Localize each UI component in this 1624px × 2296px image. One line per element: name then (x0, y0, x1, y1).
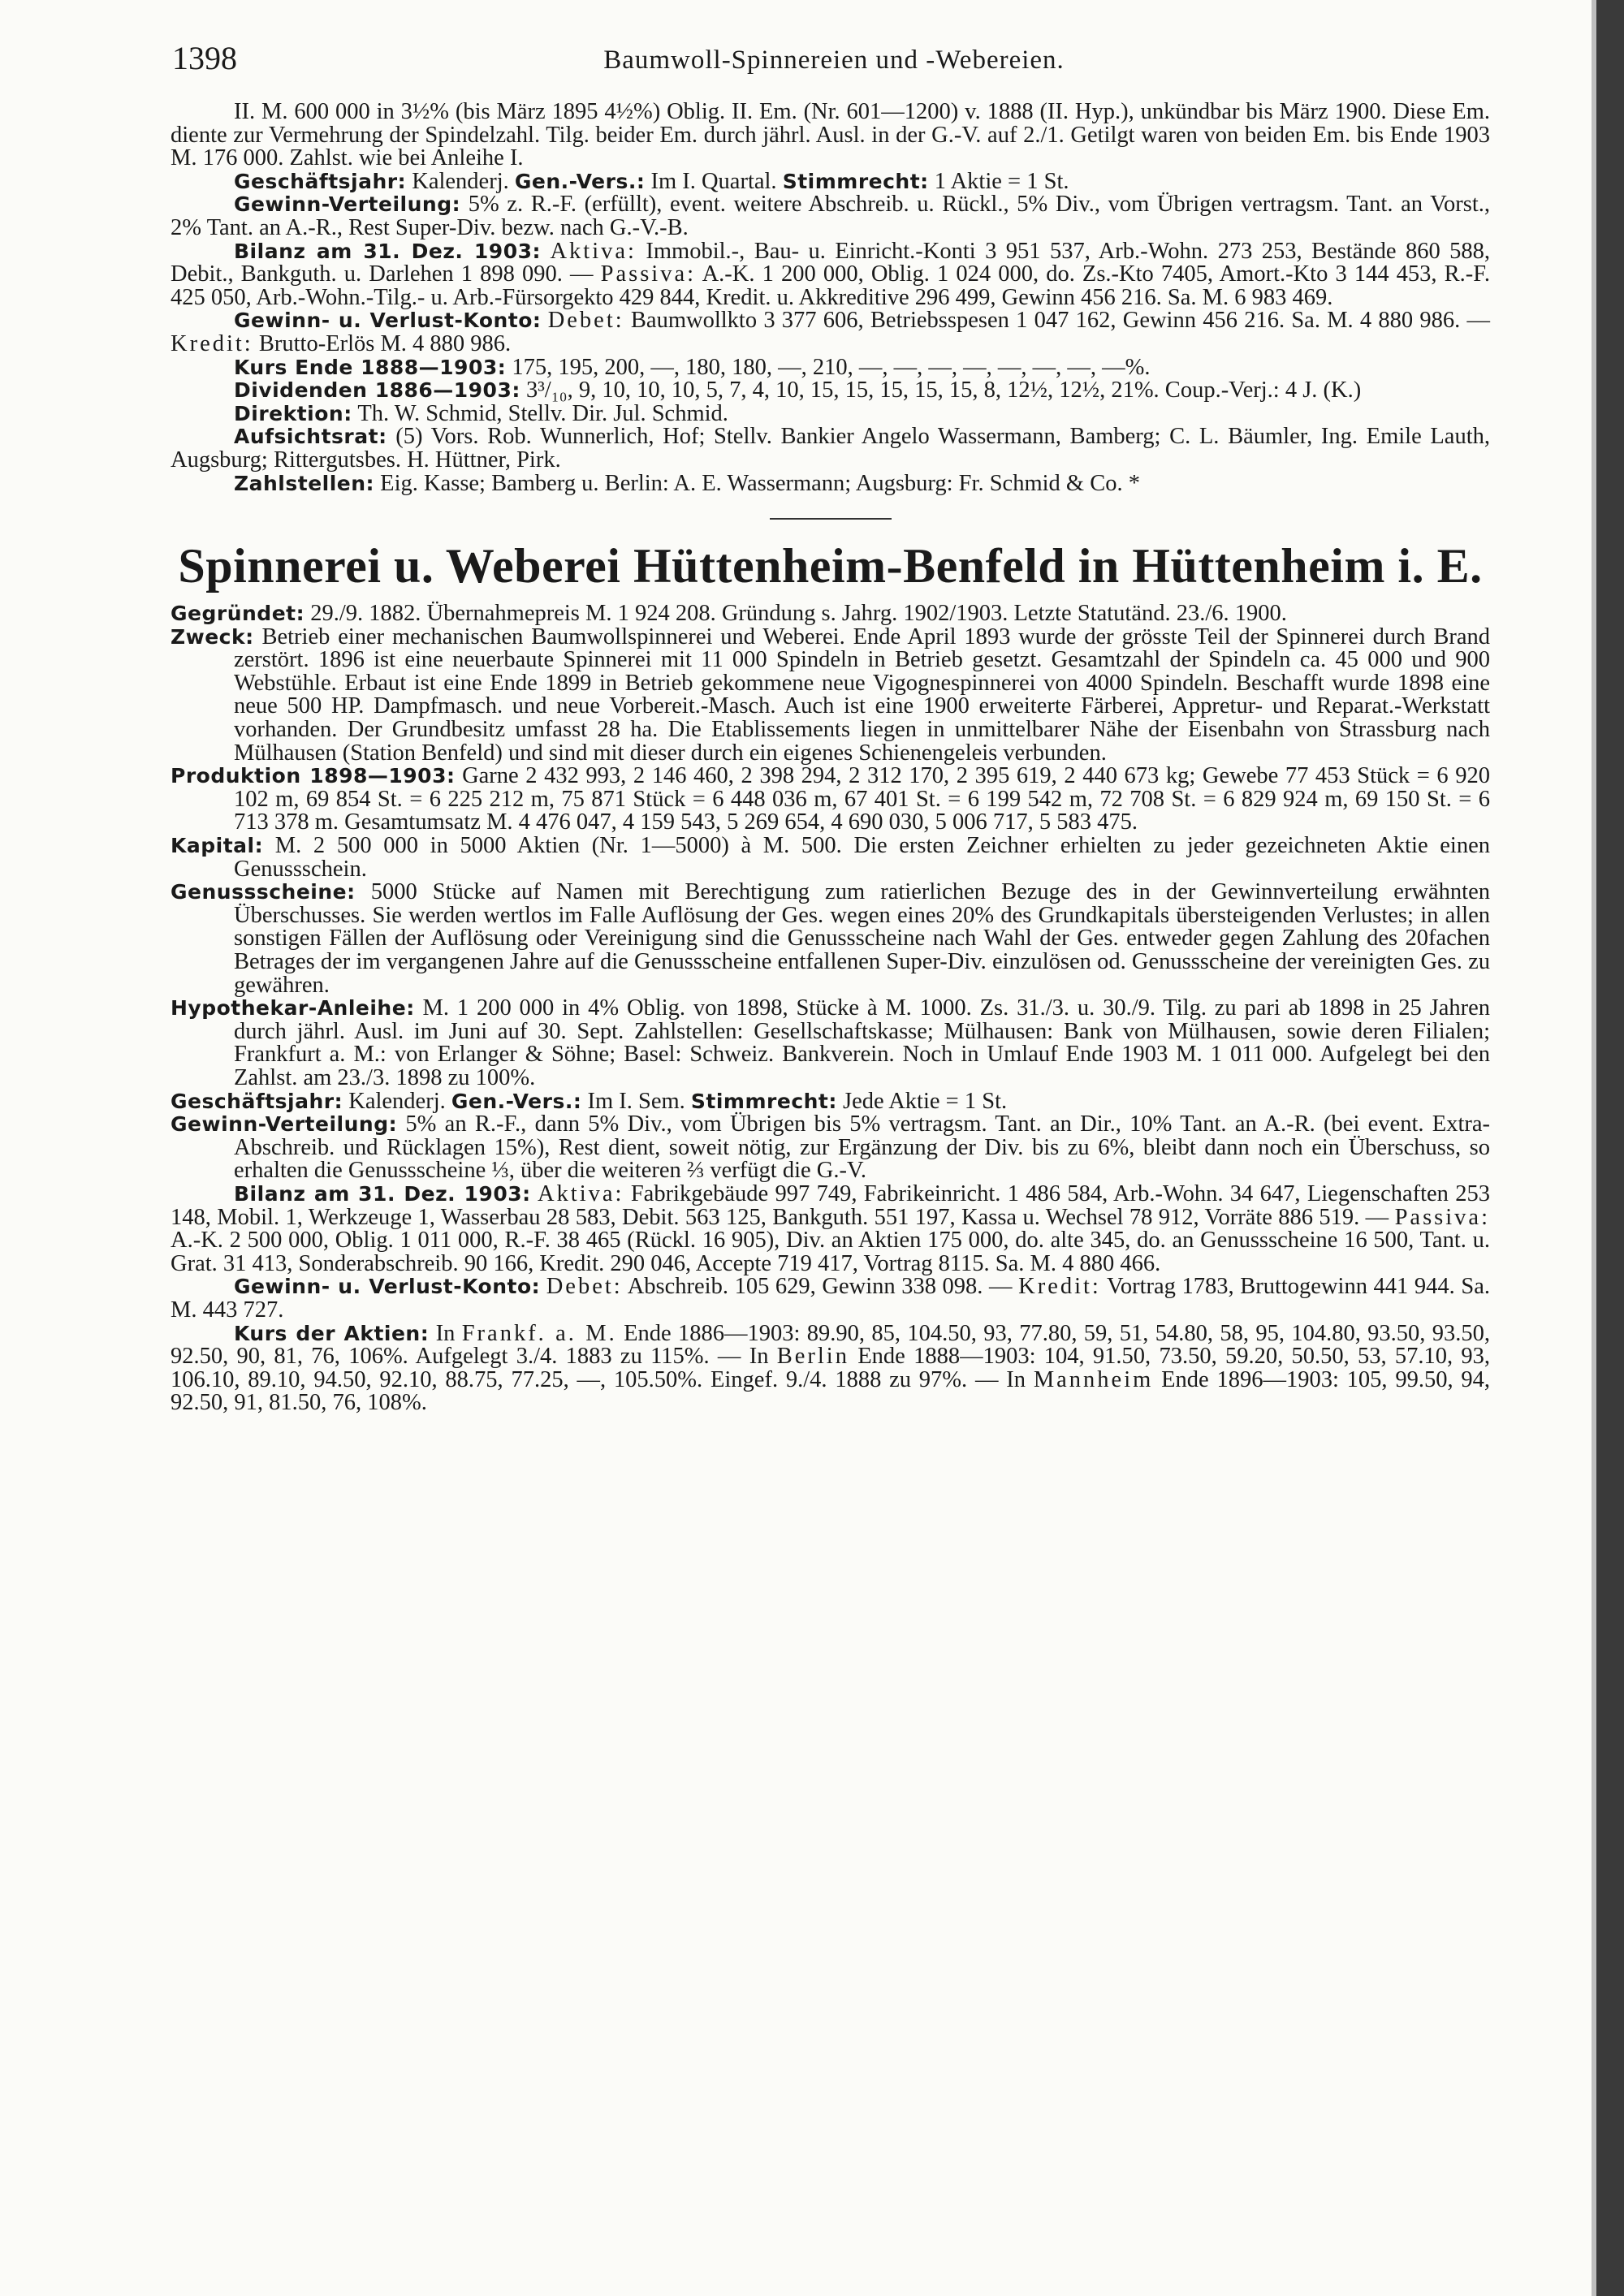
zweck-paragraph: Zweck: Betrieb einer mechanischen Baumwollspinnerei und Weberei. Ende April 1893 wurde der grösste Teil der Spinnerei durch Brand zerstört. 1896 ist eine neuerbaute Spinnerei mit 11 000 Spindeln in Betrieb gesetzt. Gesamtzahl der Spindeln ca. 45 000 und 900 Webstühle. Erbaut ist eine Ende 1899 in Betrieb gekommene neue Vigognespinnerei von 4000 Spindeln. Beschafft wurde 1898 eine neue 500 HP. Dampfmasch. und neue Vorbereit.-Masch. Auch ist eine 1900 erweiterte Färberei, Appretur- und Reparat.-Werkstatt vorhanden. Der Grundbesitz umfasst 28 ha. Die Etablissements liegen in unmittelbarer Nähe der Eisenbahn von Strassburg nach Mülhausen (Station Benfeld) und sind mit dieser durch ein eigenes Schienengeleis verbunden. (171, 624, 1490, 766)
anleihe-ii-paragraph: II. M. 600 000 in 3½% (bis März 1895 4½%) Oblig. II. Em. (Nr. 601—1200) v. 1888 (II. Hyp.), unkündbar bis März 1900. Diese Em. diente zur Vermehrung der Spindelzahl. Tilg. beider Em. durch jährl. Ausl. in der G.-V. auf 2./1. Getilgt waren von beiden Em. bis Ende 1903 M. 176 000. Zahlst. wie bei Anleihe I. (171, 99, 1490, 171)
prev-bilanz-paragraph: Bilanz am 31. Dez. 1903: Aktiva: Immobil.-, Bau- u. Einricht.-Konti 3 951 537, Arb.-Wohn. 273 253, Bestände 860 588, Debit., Bankguth. u. Darlehen 1 898 090. — Passiva: A.-K. 1 200 000, Oblig. 1 024 000, do. Zs.-Kto 7405, Amort.-Kto 3 144 453, R.-F. 425 050, Arb.-Wohn.-Tilg.- u. Arb.-Fürsorgekto 429 844, Kredit. u. Akkreditive 296 499, Gewinn 456 216. Sa. M. 6 983 469. (171, 238, 1491, 310)
geschaeftsjahr-label: Geschäftsjahr: (234, 169, 407, 193)
scan-edge (1596, 0, 1624, 2296)
kapital-paragraph: Kapital: M. 2 500 000 in 5000 Aktien (Nr. 1—5000) à M. 500. Die ersten Zeichner erhielten zu jeder gezeichneten Aktie einen Genussschein. (171, 833, 1490, 882)
geschaeftsjahr-paragraph: Geschäftsjahr: Kalenderj. Gen.-Vers.: Im I. Sem. Stimmrecht: Jede Aktie = 1 St. (171, 1088, 1008, 1114)
hypothekar-anleihe-paragraph: Hypothekar-Anleihe: M. 1 200 000 in 4% Oblig. von 1898, Stücke à M. 1000. Zs. 31./3. u. 30./9. Tilg. zu pari ab 1898 in 25 Jahren durch jährl. Ausl. im Juni auf 30. Sept. Zahlstellen: Gesellschaftskasse; Mülhausen: Bank von Mülhausen, sowie deren Filialen; Frankfurt a. M.: von Erlanger & Söhne; Basel: Schweiz. Bankverein. Noch in Umlauf Ende 1903 M. 1 011 000. Aufgelegt bei den Zahlst. am 23./3. 1898 zu 100%. (171, 995, 1491, 1090)
prev-aufsichtsrat-paragraph: Aufsichtsrat: (5) Vors. Rob. Wunnerlich, Hof; Stellv. Bankier Angelo Wassermann, Bamberg; C. L. Bäumler, Ing. Emile Lauth, Augsburg; Rittergutsbes. H. Hüttner, Pirk. (171, 424, 1491, 473)
kurs-paragraph: Kurs der Aktien: In Frankf. a. M. Ende 1886—1903: 89.90, 85, 104.50, 93, 77.80, 59, 51, 54.80, 58, 95, 104.80, 93.50, 93.50, 92.50, 90, 81, 76, 106%. Aufgelegt 3./4. 1883 zu 115%. — In Berlin Ende 1888—1903: 104, 91.50, 73.50, 59.20, 50.50, 53, 57.10, 93, 106.10, 89.10, 94.50, 92.10, 88.75, 77.25, —, 105.50%. Eingef. 9./4. 1888 zu 97%. — In Mannheim Ende 1896—1903: 105, 99.50, 94, 92.50, 91, 81.50, 76, 108%. (171, 1320, 1491, 1416)
prev-geschaeftsjahr-paragraph: Geschäftsjahr: Kalenderj. Gen.-Vers.: Im I. Quartal. Stimmrecht: 1 Aktie = 1 St. (234, 168, 1069, 194)
stimmrecht-label: Stimmrecht: (782, 169, 929, 193)
genussscheine-paragraph: Genussscheine: 5000 Stücke auf Namen mit Berechtigung zum ratierlichen Bezuge des in der Gewinnverteilung erwähnten Überschusses. Sie werden wertlos im Falle Auflösung der Ges. wegen eines 20% des Grundkapitals übersteigenden Verlustes; in allen sonstigen Fällen der Auflösung oder Vereinigung sind die Genussscheine nach Wahl der Ges. entweder gegen Zahlung des 20fachen Betrages der im vergangenen Jahre auf die Genussscheine entfallenen Super-Div. einzulösen od. Genussscheine der vereinigten Ges. zu gewähren. (171, 879, 1490, 998)
prev-dividenden-paragraph: Dividenden 1886—1903: 3³/₁₀, 9, 10, 10, 10, 5, 7, 4, 10, 15, 15, 15, 15, 15, 8, 12½, 12½, 21%. Coup.-Verj.: 4 J. (K.) (234, 378, 1362, 404)
gewinn-verteilung-paragraph: Gewinn-Verteilung: 5% an R.-F., dann 5% Div., vom Übrigen bis 5% vertragsm. Tant. an Dir., 10% Tant. an A.-R. (bei event. Extra-Abschreib. und Rücklagen 15%), Rest dient, soweit nötig, zur Ergänzung der Div. bis zu 6%, bleibt dann noch ein Überschuss, so erhalten die Genussscheine ⅓, über die weiteren ⅔ verfügt die G.-V. (171, 1111, 1490, 1184)
prev-kurs-paragraph: Kurs Ende 1888—1903: 175, 195, 200, —, 180, 180, —, 210, —, —, —, —, —, —, —, —%. (234, 354, 1151, 380)
running-title: Baumwoll-Spinnereien und -Webereien. (603, 45, 1065, 75)
produktion-paragraph: Produktion 1898—1903: Garne 2 432 993, 2 146 460, 2 398 294, 2 312 170, 2 395 619, 2 440 673 kg; Gewebe 77 453 Stück = 6 920 102 m, 69 854 St. = 6 225 212 m, 75 871 Stück = 6 448 036 m, 67 401 St. = 6 199 542 m, 72 708 St. = 6 829 924 m, 69 150 St. = 6 713 378 m. Gesamtumsatz M. 4 476 047, 4 159 543, 5 269 654, 4 690 030, 5 006 717, 5 583 475. (171, 763, 1490, 835)
page-header (172, 39, 1496, 88)
company-title: Spinnerei u. Weberei Hüttenheim-Benfeld in Hüttenheim i. E. (178, 539, 1483, 593)
page-number: 1398 (172, 40, 237, 76)
prev-gewinn-paragraph: Gewinn-Verteilung: 5% z. R.-F. (erfüllt), event. weitere Abschreib. u. Rückl., 5% Div., vom Übrigen vertragsm. Tant. an Vorst., 2% Tant. an A.-R., Rest Super-Div. bezw. nach G.-V.-B. (171, 192, 1490, 240)
prev-direktion-paragraph: Direktion: Th. W. Schmid, Stellv. Dir. Jul. Schmid. (234, 400, 728, 426)
guv-paragraph: Gewinn- u. Verlust-Konto: Debet: Abschreib. 105 629, Gewinn 338 098. — Kredit: Vortrag 1783, Bruttogewinn 441 944. Sa. M. 443 727. (171, 1274, 1490, 1323)
gegruendet-paragraph: Gegründet: 29./9. 1882. Übernahmepreis M. 1 924 208. Gründung s. Jahrg. 1902/1903. Letzte Statutänd. 23./6. 1900. (171, 601, 1287, 627)
prev-zahlstellen-paragraph: Zahlstellen: Eig. Kasse; Bamberg u. Berlin: A. E. Wassermann; Augsburg: Fr. Schmid & Co. * (234, 470, 1140, 496)
genvers-label: Gen.-Vers.: (514, 169, 646, 193)
bilanz-paragraph: Bilanz am 31. Dez. 1903: Aktiva: Fabrikgebäude 997 749, Fabrikeinricht. 1 486 584, Arb.-Wohn. 34 647, Liegenschaften 253 148, Mobil. 1, Werkzeuge 1, Wasserbau 28 583, Debit. 563 125, Bankguth. 551 197, Kassa u. Wechsel 78 912, Vorräte 886 519. — Passiva: A.-K. 2 500 000, Oblig. 1 011 000, R.-F. 38 465 (Rückl. 16 905), Div. an Aktien 175 000, do. alte 345, do. an Genussscheine 16 500, Tant. u. Grat. 31 413, Sonderabschreib. 90 166, Kredit. 290 046, Accepte 719 417, Vortrag 8115. Sa. M. 4 880 466. (171, 1180, 1491, 1276)
prev-guv-paragraph: Gewinn- u. Verlust-Konto: Debet: Baumwollkto 3 377 606, Betriebsspesen 1 047 162, Gewinn 456 216. Sa. M. 4 880 986. — Kredit: Brutto-Erlös M. 4 880 986. (171, 308, 1491, 356)
page-content (171, 101, 1490, 1415)
section-divider (770, 518, 892, 520)
